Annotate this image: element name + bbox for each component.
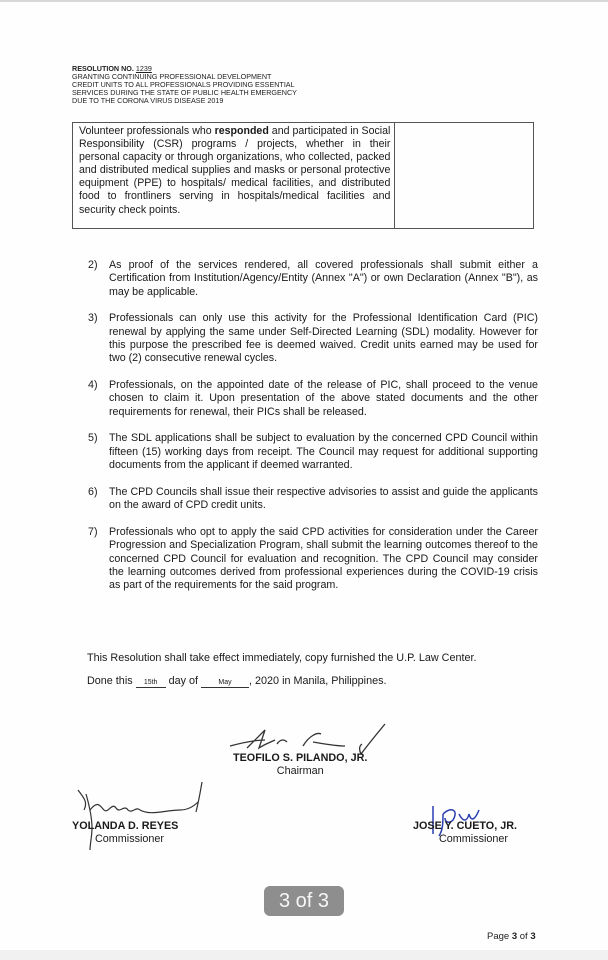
month-field: May: [201, 678, 249, 688]
commissioner-right-name: JOSE Y. CUETO, JR.: [413, 820, 518, 832]
chairman-signatory: [233, 752, 367, 777]
commissioner-right-title: Commissioner: [439, 833, 508, 845]
cell-text-bold: responded: [214, 125, 269, 137]
provision-number: 5): [88, 432, 98, 445]
cpd-activity-table: [72, 122, 534, 229]
provision-text: As proof of the services rendered, all covered professionals shall submit either a Certification from Institution/Agency/Entity (Annex "A") or own Declaration (Annex "B"), as may be applicable.: [109, 259, 538, 298]
provision-item: [88, 432, 538, 472]
bottom-edge: [0, 950, 608, 960]
provision-item: [88, 379, 538, 419]
current-page: 3: [511, 931, 518, 942]
image-viewer-page-counter: 3 of 3: [264, 886, 344, 916]
commissioner-left-name: YOLANDA D. REYES: [72, 820, 179, 832]
resolution-subject-line: GRANTING CONTINUING PROFESSIONAL DEVELOPMENT: [72, 72, 272, 81]
chairman-name: TEOFILO S. PILANDO, JR.: [233, 752, 368, 764]
provision-number: 6): [88, 485, 98, 498]
provision-text: The CPD Councils shall issue their respective advisories to assist and guide the applicants on the award of CPD credit units.: [109, 485, 538, 512]
page-label: Page: [487, 931, 512, 942]
activity-description-cell: [73, 123, 395, 229]
day-of-text: day of: [165, 675, 202, 687]
chairman-title: Chairman: [276, 765, 324, 777]
done-prefix: Done this: [87, 675, 136, 687]
table-row: [73, 123, 534, 229]
provision-number: 3): [88, 312, 98, 325]
provision-text: Professionals can only use this activity for the Professional Identification Card (PIC) renewal by applying the same under Self-Directed Learning (SDL) modality. However for this purpose the prescribed fee is deemed waived. Credit units earned may be used for two (2) consecutive renewal cycles.: [109, 312, 538, 365]
provision-text: Professionals who opt to apply the said CPD activities for consideration under the Career Progression and Specialization Program, shall submit the learning outcomes thereof to the concerned CPD Council for evaluation and recognition. The CPD Council may consider the learning outcomes derived from professional experiences during the COVID-19 crisis as part of the requirements for the said program.: [109, 525, 538, 592]
effectivity-clause: This Resolution shall take effect immediately, copy furnished the U.P. Law Center.: [87, 652, 477, 664]
provision-text: The SDL applications shall be subject to evaluation by the concerned CPD Council within fifteen (15) working days from receipt. The Council may request for additional supporting documents from the applicant if deemed warranted.: [109, 432, 538, 472]
done-date-line: [87, 675, 387, 688]
of-label: of: [517, 931, 531, 942]
resolution-subject-line: CREDIT UNITS TO ALL PROFESSIONALS PROVIDING ESSENTIAL: [72, 80, 295, 89]
resolution-subject-line: DUE TO THE CORONA VIRUS DISEASE 2019: [72, 96, 224, 105]
provision-item: [88, 486, 538, 513]
provision-item: [88, 312, 538, 365]
provision-number: 7): [88, 525, 98, 538]
resolution-label: RESOLUTION NO.: [72, 64, 134, 73]
provision-item: [88, 526, 538, 592]
provision-text: Professionals, on the appointed date of the release of PIC, shall proceed to the venue chosen to claim it. Upon presentation of the above stated documents and the other requirements for renewal, their PICs shall be released.: [109, 379, 538, 418]
day-field: 15th: [136, 678, 166, 688]
numbered-provisions: [88, 259, 538, 606]
credit-units-cell: [395, 123, 534, 229]
provision-number: 2): [88, 259, 98, 271]
total-pages: 3: [530, 931, 536, 942]
commissioner-left-signatory: [72, 820, 178, 845]
cell-text: and participated in Social Responsibility (CSR) programs / projects, whether in their personal capacity or through organizations, who collected, packed and distributed medical supplies and masks or personal protective equipment (PPE) to hospitals/ medical facilities, and distributed food to frontliners serving in hospitals/medical facilities and security check points.: [79, 125, 391, 216]
commissioner-left-title: Commissioner: [95, 833, 164, 845]
resolution-header: [72, 65, 297, 105]
resolution-number: 1239: [135, 64, 152, 73]
commissioner-right-signatory: [413, 820, 517, 845]
top-edge: [0, 0, 608, 2]
provision-item: [88, 259, 538, 299]
resolution-subject-line: SERVICES DURING THE STATE OF PUBLIC HEALTH EMERGENCY: [72, 88, 297, 97]
provision-number: 4): [88, 379, 98, 392]
page-number-footer: [487, 931, 536, 942]
done-suffix: , 2020 in Manila, Philippines.: [249, 675, 387, 687]
cell-text: Volunteer professionals who: [79, 125, 215, 137]
